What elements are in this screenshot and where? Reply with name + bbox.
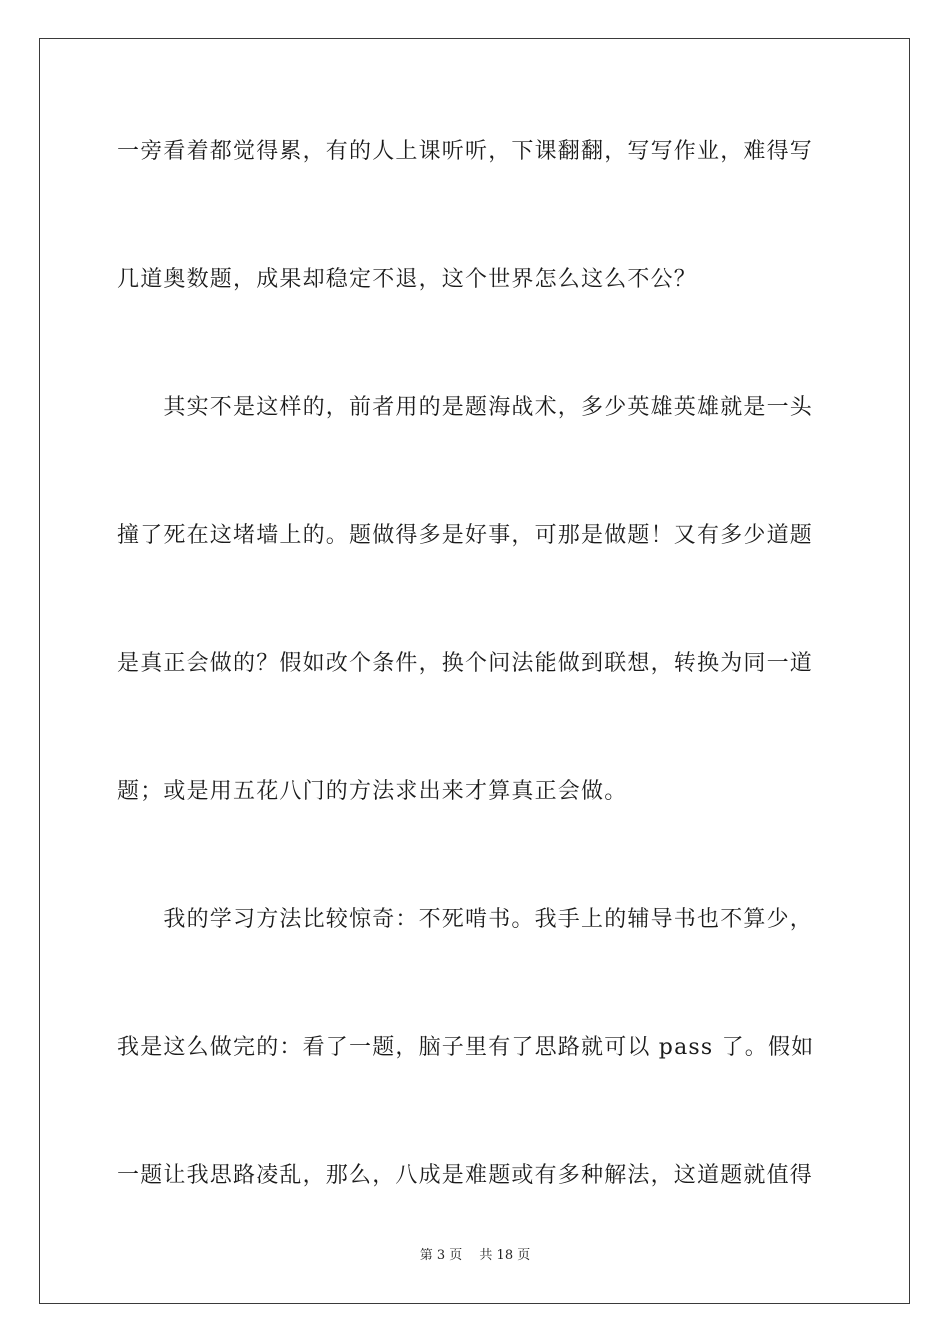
text-line-3: 其实不是这样的，前者用的是题海战术，多少英雄英雄就是一头 (117, 395, 814, 420)
text-line-1: 一旁看着都觉得累，有的人上课听听，下课翻翻，写写作业，难得写 (117, 139, 814, 164)
text-line-9: 一题让我思路凌乱，那么，八成是难题或有多种解法，这道题就值得 (117, 1163, 814, 1188)
text-line-6: 题；或是用五花八门的方法求出来才算真正会做。 (117, 779, 628, 804)
document-body (117, 122, 833, 1274)
page-number-footer: 第 3 页 共 18 页 (419, 1248, 531, 1263)
text-line-7: 我的学习方法比较惊奇：不死啃书。我手上的辅导书也不算少， (117, 907, 814, 932)
text-line-5: 是真正会做的？假如改个条件，换个问法能做到联想，转换为同一道 (117, 651, 814, 676)
text-line-8: 我是这么做完的：看了一题，脑子里有了思路就可以 pass 了。假如 (117, 1035, 815, 1060)
text-line-4: 撞了死在这堵墙上的。题做得多是好事，可那是做题！又有多少道题 (117, 523, 814, 548)
text-line-2: 几道奥数题，成果却稳定不退，这个世界怎么这么不公？ (117, 267, 698, 292)
